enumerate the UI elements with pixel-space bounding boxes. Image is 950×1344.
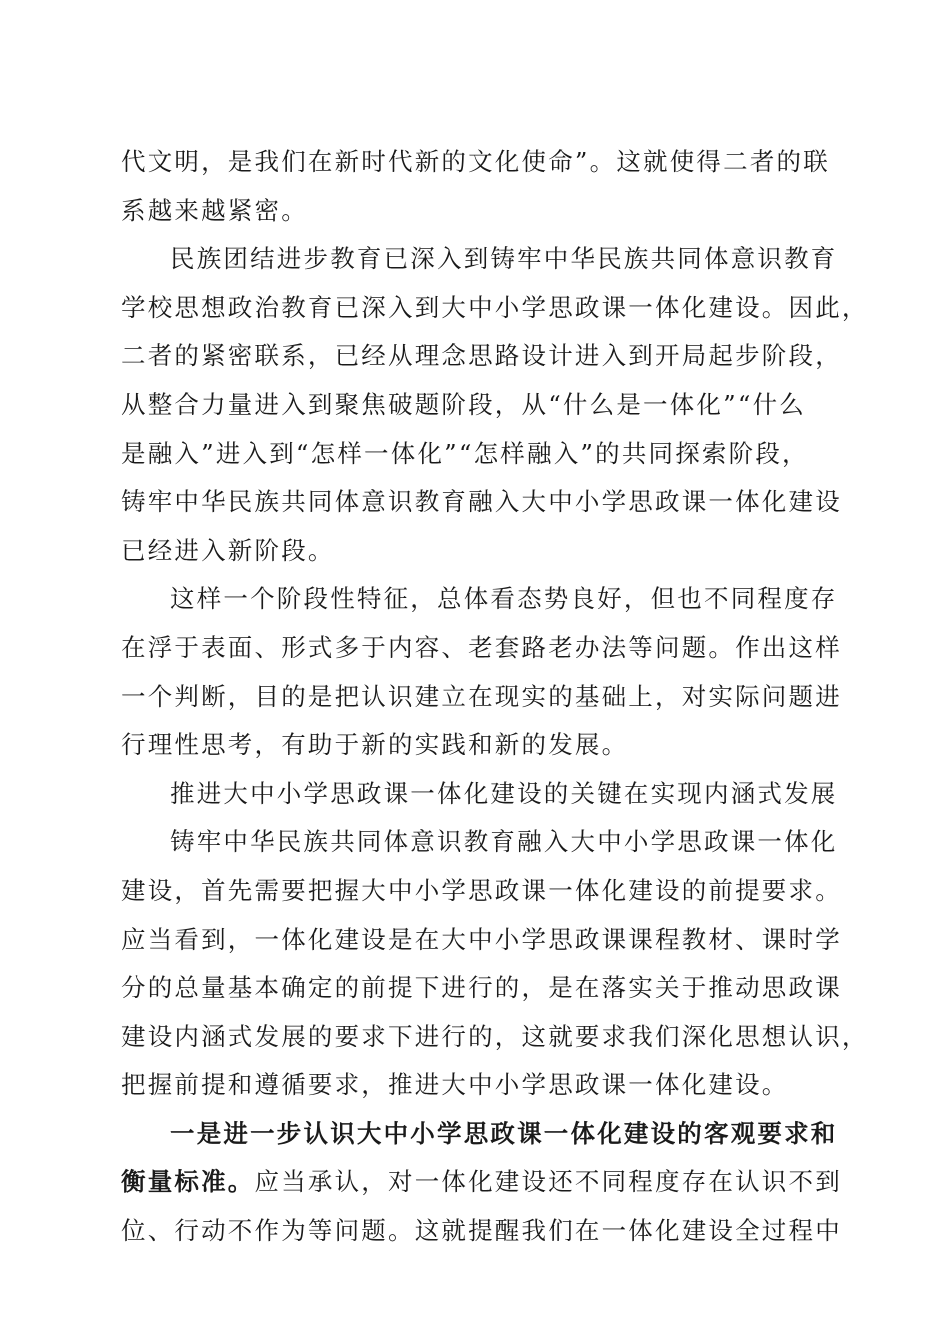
text-line: 学校思想政治教育已深入到大中小学思政课一体化建设。因此，	[121, 292, 869, 322]
text-line: 行理性思考，有助于新的实践和新的发展。	[121, 730, 629, 760]
text-line: 是融入”进入到“怎样一体化”“怎样融入”的共同探索阶段，	[121, 438, 809, 468]
paragraph-start-line: 民族团结进步教育已深入到铸牢中华民族共同体意识教育	[170, 244, 838, 274]
text-line: 已经进入新阶段。	[121, 535, 335, 565]
text-line: 把握前提和遵循要求，推进大中小学思政课一体化建设。	[121, 1070, 789, 1100]
text-line: 一个判断，目的是把认识建立在现实的基础上，对实际问题进	[121, 681, 842, 711]
text-line: 位、行动不作为等问题。这就提醒我们在一体化建设全过程中	[121, 1216, 842, 1246]
text-line: 应当看到，一体化建设是在大中小学思政课课程教材、课时学	[121, 924, 842, 954]
text-line: 分的总量基本确定的前提下进行的，是在落实关于推动思政课	[121, 973, 842, 1003]
text-line: 建设，首先需要把握大中小学思政课一体化建设的前提要求。	[121, 875, 842, 905]
text-line: 从整合力量进入到聚焦破题阶段，从“什么是一体化”“什么	[121, 389, 806, 419]
text-line: 代文明，是我们在新时代新的文化使命”。这就使得二者的联	[121, 147, 830, 176]
text-line: 二者的紧密联系，已经从理念思路设计进入到开局起步阶段，	[121, 341, 842, 371]
bold-phrase: 衡量标准。	[121, 1167, 255, 1197]
paragraph-start-line: 这样一个阶段性特征，总体看态势良好，但也不同程度存	[170, 584, 838, 614]
text-line-mixed	[121, 1158, 842, 1207]
section-heading: 推进大中小学思政课一体化建设的关键在实现内涵式发展	[170, 778, 838, 808]
text-line: 系越来越紧密。	[121, 195, 308, 225]
text-line: 铸牢中华民族共同体意识教育融入大中小学思政课一体化建设	[121, 487, 842, 517]
line-remainder: 应当承认，对一体化建设还不同程度存在认识不到	[254, 1167, 842, 1197]
text-line: 建设内涵式发展的要求下进行的，这就要求我们深化思想认识，	[121, 1021, 869, 1051]
text-line: 在浮于表面、形式多于内容、老套路老办法等问题。作出这样	[121, 632, 842, 662]
paragraph-start-line: 铸牢中华民族共同体意识教育融入大中小学思政课一体化	[170, 827, 838, 857]
document-body	[121, 138, 869, 1256]
bold-point-line: 一是进一步认识大中小学思政课一体化建设的客观要求和	[170, 1118, 838, 1148]
